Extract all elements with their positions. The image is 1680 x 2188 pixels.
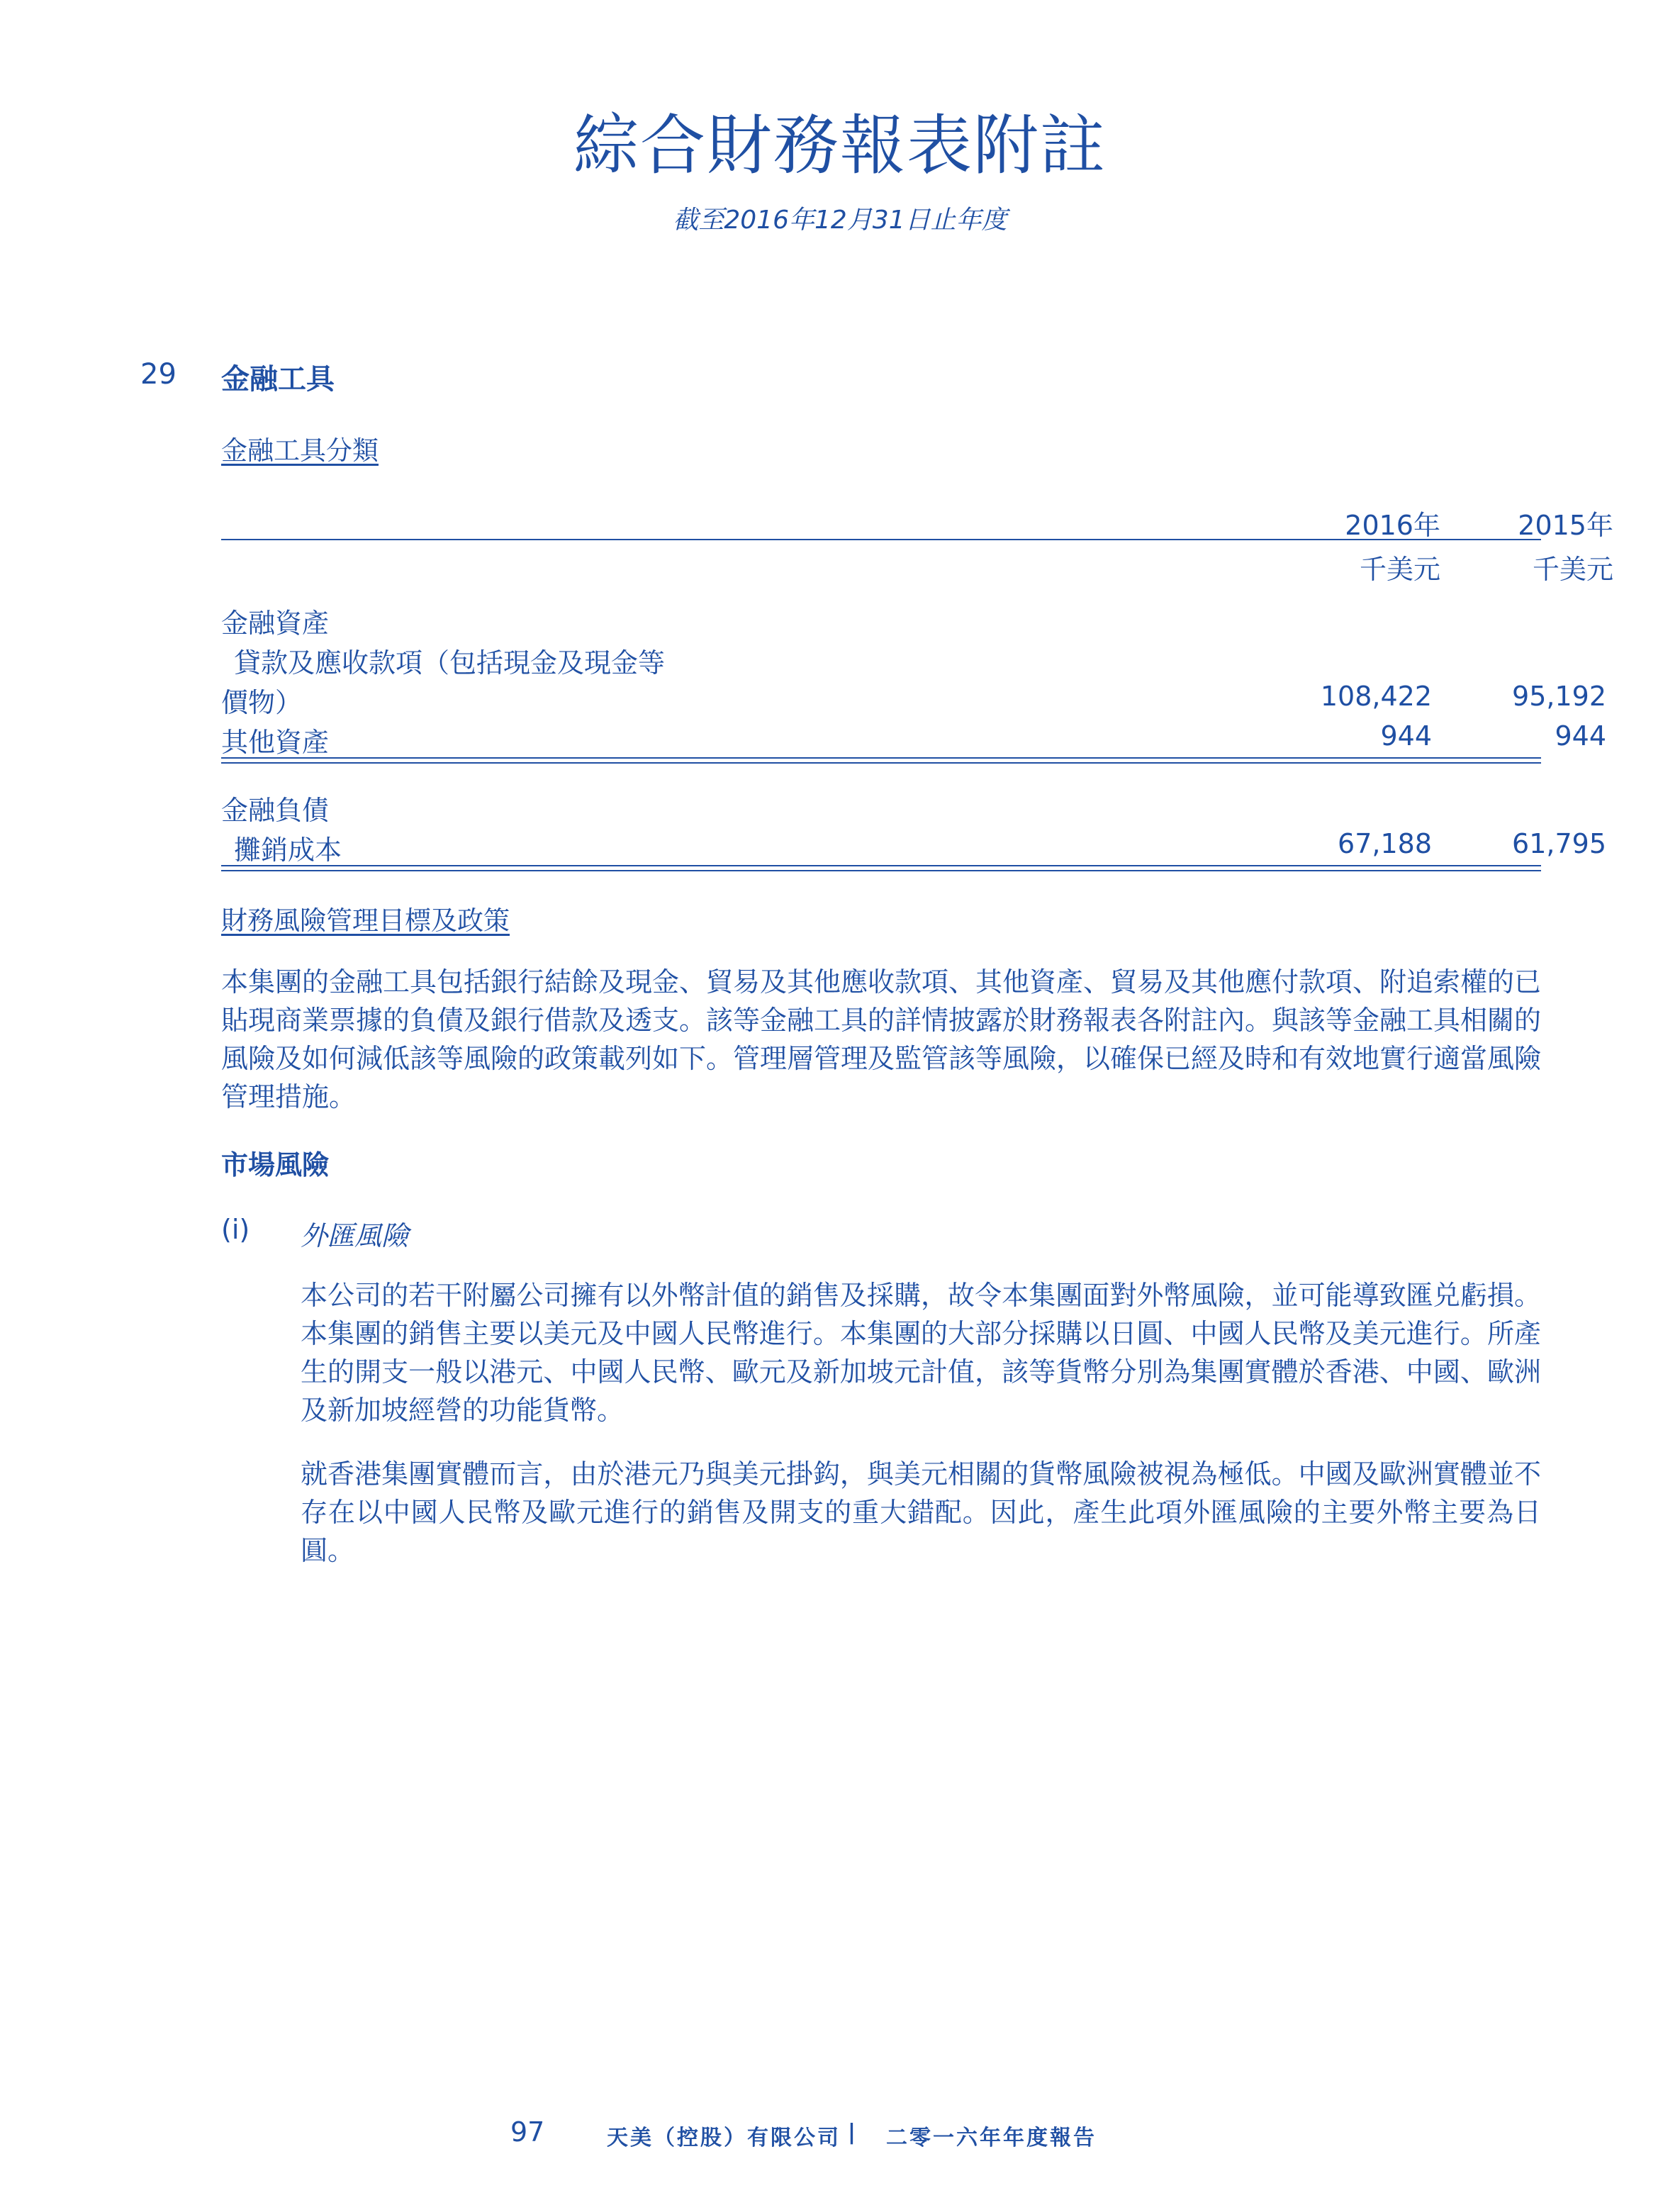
page-number: 97 <box>510 2116 545 2148</box>
fx-paragraph-1: 本公司的若干附屬公司擁有以外幣計值的銷售及採購，故令本集團面對外幣風險，並可能導致匯兑虧損。本集團的銷售主要以美元及中國人民幣進行。本集團的大部分採購以日圓、中國人民幣及美元進行。所產生的開支一般以港元、中國人民幣、歐元及新加坡元計值，該等貨幣分別為集團實體於香港、中國、歐洲及新加坡經營的功能貨幣。 <box>301 1280 1541 1426</box>
other-assets-label: 其他資產 <box>221 727 330 758</box>
col-2015-unit: 千美元 <box>1532 554 1613 585</box>
classification-heading: 金融工具分類 <box>221 435 379 466</box>
assets-double-rule <box>221 757 1541 764</box>
col-2015-year: 2015年 <box>1518 510 1613 541</box>
assets-heading: 金融資產 <box>221 608 330 639</box>
loans-2015: 95,192 <box>1512 681 1606 712</box>
footer-company: 天美（控股）有限公司 <box>607 2126 841 2150</box>
risk-heading: 財務風險管理目標及政策 <box>221 905 510 936</box>
other-assets-2015: 944 <box>1555 720 1606 752</box>
loans-label-line1: 貸款及應收款項（包括現金及現金等 <box>234 647 666 679</box>
fx-risk-title: 外匯風險 <box>301 1220 409 1251</box>
market-risk-heading: 市場風險 <box>221 1149 330 1180</box>
footer-report: 二零一六年年度報告 <box>886 2126 1097 2150</box>
loans-2016: 108,422 <box>1320 681 1432 712</box>
loans-label-line2: 價物） <box>221 687 303 718</box>
liabilities-double-rule <box>221 865 1541 871</box>
page-title: 綜合財務報表附註 <box>573 108 1107 184</box>
fx-paragraph-2: 就香港集團實體而言，由於港元乃與美元掛鈎，與美元相關的貨幣風險被視為極低。中國及歐洲實體並不存在以中國人民幣及歐元進行的銷售及開支的重大錯配。因此，產生此項外匯風險的主要外幣主要為日圓。 <box>301 1458 1541 1566</box>
col-2016-year: 2016年 <box>1345 510 1440 541</box>
section-number: 29 <box>140 358 177 391</box>
amortised-cost-label: 攤銷成本 <box>234 835 342 866</box>
col-2016-unit: 千美元 <box>1359 554 1440 585</box>
amortised-cost-2016: 67,188 <box>1338 828 1432 859</box>
item-marker: (i) <box>221 1214 250 1245</box>
footer-separator: | <box>848 2120 858 2145</box>
risk-intro-paragraph: 本集團的金融工具包括銀行結餘及現金、貿易及其他應收款項、其他資產、貿易及其他應付款項、附追索權的已貼現商業票據的負債及銀行借款及透支。該等金融工具的詳情披露於財務報表各附註內。與該等金融工具相關的風險及如何減低該等風險的政策載列如下。管理層管理及監管該等風險，以確保已經及時和有效地實行適當風險管理措施。 <box>221 966 1542 1112</box>
page-subtitle: 截至2016年12月31日止年度 <box>673 206 1007 235</box>
amortised-cost-2015: 61,795 <box>1512 828 1606 859</box>
header-rule <box>221 539 1541 540</box>
liabilities-heading: 金融負債 <box>221 795 330 826</box>
other-assets-2016: 944 <box>1380 720 1432 752</box>
section-title: 金融工具 <box>221 363 335 396</box>
